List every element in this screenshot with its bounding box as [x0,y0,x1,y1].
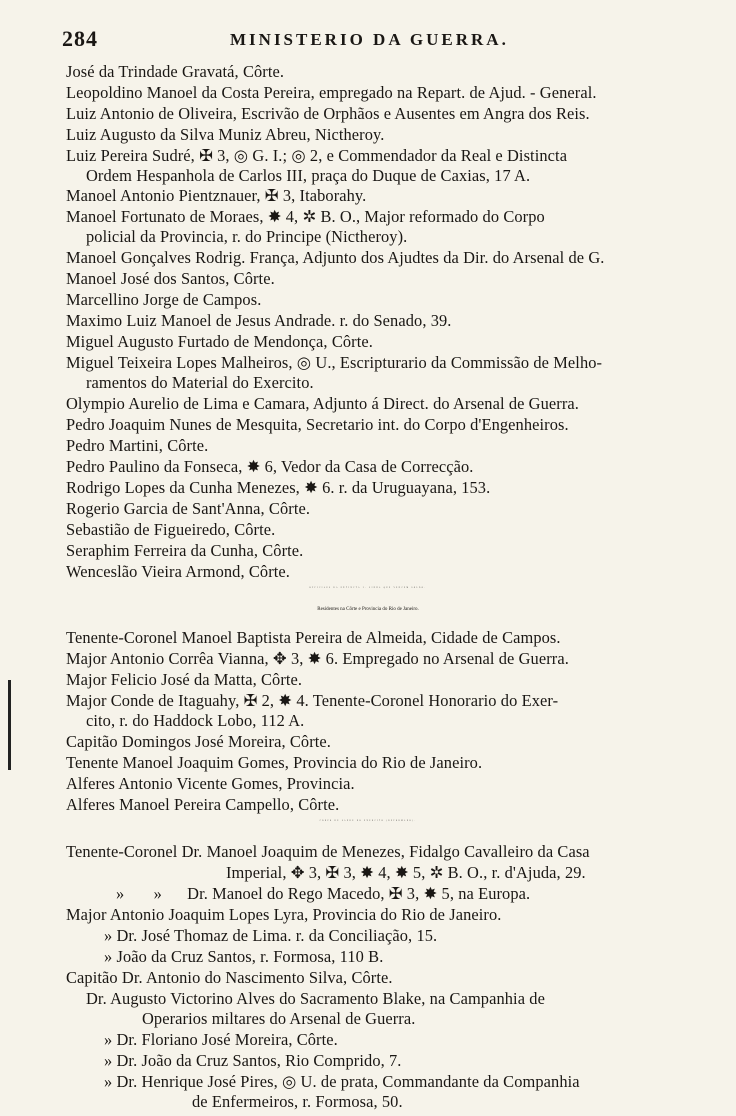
entry-line: » Dr. Floriano José Moreira, Côrte. [104,1030,338,1049]
entry-line: Manoel José dos Santos, Côrte. [66,269,275,288]
entry-line: Olympio Aurelio de Lima e Camara, Adjunto á Direct. do Arsenal de Guerra. [66,394,579,413]
entry-line: » » Dr. Manoel do Rego Macedo, ✠ 3, ✸ 5, na Europa. [116,884,531,903]
page-number: 284 [62,26,98,51]
entry-line: Wenceslão Vieira Armond, Côrte. [66,562,290,581]
entry-line: » João da Cruz Santos, r. Formosa, 110 B. [104,947,384,966]
entry-line: » Dr. Henrique José Pires, ◎ U. de prata, Commandante da Companhia [104,1072,580,1091]
entry-line: Tenente-Coronel Manoel Baptista Pereira de Almeida, Cidade de Campos. [66,628,561,647]
entry-line: Major Antonio Corrêa Vianna, ✥ 3, ✸ 6. Empregado no Arsenal de Guerra. [66,649,569,668]
entry-line: Alferes Antonio Vicente Gomes, Provincia. [66,774,355,793]
running-head: MINISTERIO DA GUERRA. [230,30,509,49]
entry-line: Manoel Antonio Pientznauer, ✠ 3, Itaborahy. [66,186,367,205]
entry-line: Alferes Manoel Pereira Campello, Côrte. [66,795,340,814]
entry-line: Seraphim Ferreira da Cunha, Côrte. [66,541,304,560]
entry-line: Miguel Augusto Furtado de Mendonça, Côrte. [66,332,373,351]
entry-line-continuation: ramentos do Material do Exercito. [86,373,314,392]
entry-line-continuation: Ordem Hespanhola de Carlos III, praça do Duque de Caxias, 17 A. [86,166,531,185]
entry-line: José da Trindade Gravatá, Côrte. [66,62,285,81]
section-heading: CORPO DE SAUDE DO EXERCITO (REFORMADO). [319,821,417,822]
entry-line: Pedro Joaquim Nunes de Mesquita, Secretario int. do Corpo d'Engenheiros. [66,415,569,434]
entry-line: Sebastião de Figueiredo, Côrte. [66,520,276,539]
section-subheading: Residentes na Côrte e Provincia do Rio de Janeiro. [317,607,419,612]
entry-line-continuation: cito, r. do Haddock Lobo, 112 A. [86,711,305,730]
entry-line: Luiz Antonio de Oliveira, Escrivão de Orphãos e Ausentes em Angra dos Reis. [66,104,590,123]
entry-line: Manoel Fortunato de Moraes, ✸ 4, ✲ B. O., Major reformado do Corpo [66,207,545,226]
entry-line: Marcellino Jorge de Campos. [66,290,262,309]
entry-line: Maximo Luiz Manoel de Jesus Andrade. r. do Senado, 39. [66,311,452,330]
entry-line: Rodrigo Lopes da Cunha Menezes, ✸ 6. r. da Uruguayana, 153. [66,478,491,497]
entry-line: Miguel Teixeira Lopes Malheiros, ◎ U., Escripturario da Commissão de Melho- [66,353,603,372]
entry-line: » Dr. José Thomaz de Lima. r. da Conciliação, 15. [104,926,438,945]
entry-line: Pedro Martini, Côrte. [66,436,209,455]
entry-line-continuation: policial da Provincia, r. do Principe (Nictheroy). [86,227,408,246]
entry-line: Capitão Dr. Antonio do Nascimento Silva, Côrte. [66,968,393,987]
entry-line: Leopoldino Manoel da Costa Pereira, empregado na Repart. de Ajud. - General. [66,83,597,102]
entry-line-continuation: de Enfermeiros, r. Formosa, 50. [192,1092,403,1111]
entry-line: Capitão Domingos José Moreira, Côrte. [66,732,331,751]
entry-line: Pedro Paulino da Fonseca, ✸ 6, Vedor da Casa de Correcção. [66,457,474,476]
entry-line: » Dr. João da Cruz Santos, Rio Comprido, 7. [104,1051,402,1070]
entry-line: Manoel Gonçalves Rodrig. França, Adjunto dos Ajudtes da Dir. do Arsenal de G. [66,248,605,267]
entry-line: Tenente Manoel Joaquim Gomes, Provincia do Rio de Janeiro. [66,753,483,772]
entry-line: Major Felicio José da Matta, Côrte. [66,670,303,689]
entry-line-continuation: Operarios miltares do Arsenal de Guerra. [142,1009,416,1028]
entry-line-continuation: Imperial, ✥ 3, ✠ 3, ✸ 4, ✸ 5, ✲ B. O., r. d'Ajuda, 29. [226,863,586,882]
entry-line: Major Antonio Joaquim Lopes Lyra, Provincia do Rio de Janeiro. [66,905,502,924]
entry-line: Luiz Augusto da Silva Muniz Abreu, Nictheroy. [66,125,385,144]
entry-line: Tenente-Coronel Dr. Manoel Joaquim de Menezes, Fidalgo Cavalleiro da Casa [66,842,590,861]
margin-mark [8,680,11,770]
section-heading: OFFICIAES DA EXTINCTA 2ª LINHA QUE VENCEM SOLDO. [309,588,427,589]
entry-line: Rogerio Garcia de Sant'Anna, Côrte. [66,499,311,518]
entry-line: Dr. Augusto Victorino Alves do Sacramento Blake, na Campanhia de [86,989,545,1008]
entry-line: Luiz Pereira Sudré, ✠ 3, ◎ G. I.; ◎ 2, e Commendador da Real e Distincta [66,146,568,165]
page-header [0,26,736,60]
entry-line: Major Conde de Itaguahy, ✠ 2, ✸ 4. Tenente-Coronel Honorario do Exer- [66,691,559,710]
